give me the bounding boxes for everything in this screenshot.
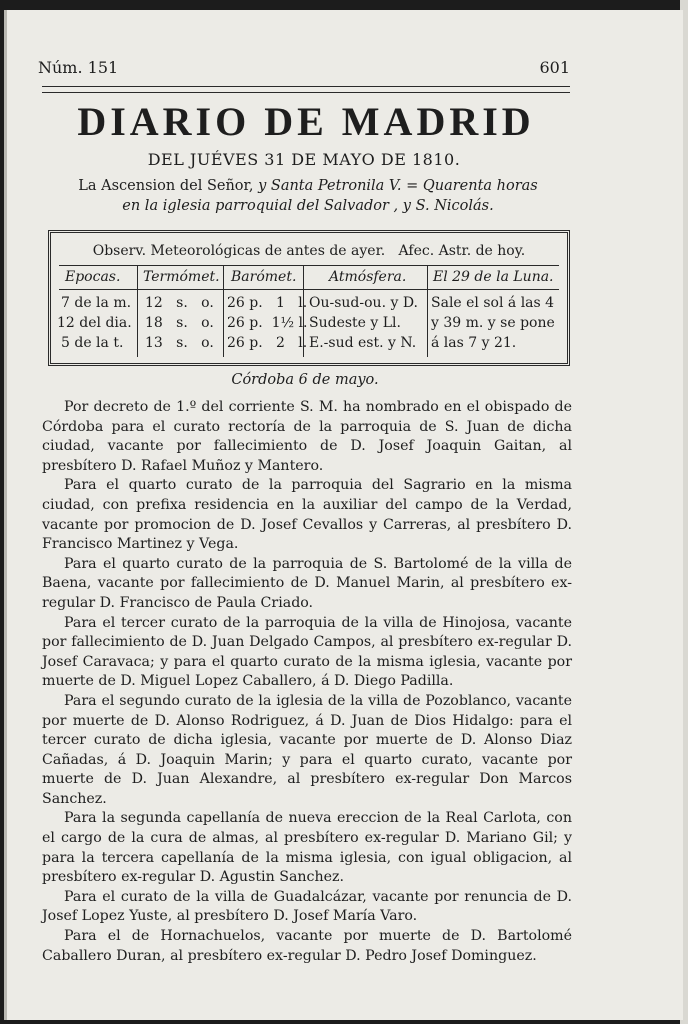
paragraph: Para el curato de la villa de Guadalcázar, vacante por renuncia de D. Josef Lopez Yuste, al presbítero D. Josef María Varo.	[42, 888, 572, 925]
page-number: 601	[539, 58, 570, 77]
row2-baro: 26 p. 1½ l.	[227, 315, 308, 331]
row2-epoca: 12 del dia.	[57, 315, 132, 331]
header-barometro: Barómet.	[231, 269, 297, 285]
header-atmosfera: Atmósfera.	[329, 269, 407, 285]
astro-line2: y 39 m. y se pone	[431, 315, 555, 331]
weather-title-right: Afec. Astr. de hoy.	[398, 243, 526, 259]
header-rule	[42, 86, 570, 93]
feast-notice	[44, 176, 572, 216]
weather-table	[48, 230, 570, 366]
row1-atm: Ou-sud-ou. y D.	[309, 295, 418, 311]
paragraph: Para la segunda capellanía de nueva ereccion de la Real Carlota, con el cargo de la cura de almas, al presbítero ex-regular D. Mariano Gil; y para la tercera capellanía de la misma iglesia, con igual obligacion, al presbítero ex-regular D. Agustin Sanchez.	[42, 810, 572, 886]
row2-atm: Sudeste y Ll.	[309, 315, 401, 331]
paragraph: Por decreto de 1.º del corriente S. M. ha nombrado en el obispado de Córdoba para el curato rectoría de la parroquia de S. Juan de dicha ciudad, vacante por fallecimiento de D. Josef Joaquin Gaitan, al presbítero D. Rafael Muñoz y Mantero.	[42, 399, 572, 474]
article-body	[42, 398, 572, 966]
paragraph: Para el segundo curato de la iglesia de la villa de Pozoblanco, vacante por muerte de D. Alonso Rodriguez, á D. Juan de Dios Hidalgo: para el tercer curato de dicha iglesia, vacante por muerte de D. Alonso Diaz Cañadas, á D. Joaquin Marin; y para el quarto curato, vacante por muerte de D. Juan Alexandre, al presbítero ex-regular Don Marcos Sanchez.	[42, 692, 572, 807]
issue-number: Núm. 151	[38, 58, 119, 77]
row1-term: 12 s. o.	[145, 295, 214, 311]
row3-epoca: 5 de la t.	[61, 335, 124, 351]
weather-title-left: Observ. Meteorológicas de antes de ayer.	[92, 243, 386, 259]
row3-term: 13 s. o.	[145, 335, 214, 351]
issue-dateline: DEL JUÉVES 31 DE MAYO DE 1810.	[147, 150, 461, 169]
row3-baro: 26 p. 2 l.	[227, 335, 308, 351]
row1-epoca: 7 de la m.	[61, 295, 132, 311]
paragraph: Para el tercer curato de la parroquia de la villa de Hinojosa, vacante por fallecimiento de D. Juan Delgado Campos, al presbítero ex-regular D. Josef Caravaca; y para el quarto curato de la misma iglesia, vacante por muerte de D. Miguel Lopez Caballero, á D. Diego Padilla.	[42, 614, 572, 690]
column-divider	[137, 265, 138, 357]
paragraph: Para el quarto curato de la parroquia del Sagrario en la misma ciudad, con prefixa residencia en la auxiliar del campo de la Verdad, vacante por promocion de D. Josef Cevallos y Carreras, al presbítero D. Francisco Martinez y Vega.	[42, 477, 572, 553]
astro-line1: Sale el sol á las 4	[431, 295, 555, 311]
feast-line2: en la iglesia parroquial del Salvador , y S. Nicolás.	[122, 198, 494, 214]
masthead-title: DIARIO DE MADRID	[77, 99, 535, 144]
page-header-row	[38, 54, 570, 84]
weather-title-row	[51, 243, 567, 263]
paragraph: Para el quarto curato de la parroquia de S. Bartolomé de la villa de Baena, vacante por fallecimiento de D. Manuel Marin, al presbítero ex-regular D. Francisco de Paula Criado.	[42, 555, 572, 611]
row1-baro: 26 p. 1 l.	[227, 295, 308, 311]
row3-atm: E.-sud est. y N.	[309, 335, 417, 351]
column-divider	[427, 265, 428, 357]
astro-line3: á las 7 y 21.	[431, 335, 517, 351]
paragraph: Para el de Hornachuelos, vacante por muerte de D. Bartolomé Caballero Duran, al presbítero ex-regular D. Pedro Josef Dominguez.	[42, 928, 572, 964]
table-rule-mid	[59, 289, 559, 290]
feast-line1-b: y Santa Petronila V. = Quarenta horas	[258, 178, 538, 194]
feast-line1-a: La Ascension del Señor,	[78, 178, 254, 194]
header-luna: El 29 de la Luna.	[433, 269, 554, 285]
row2-term: 18 s. o.	[145, 315, 214, 331]
header-termometro: Termómet.	[143, 269, 220, 285]
header-epocas: Epocas.	[65, 269, 121, 285]
column-divider	[223, 265, 224, 357]
article-dateline: Córdoba 6 de mayo.	[231, 372, 379, 388]
table-rule-top	[59, 265, 559, 266]
